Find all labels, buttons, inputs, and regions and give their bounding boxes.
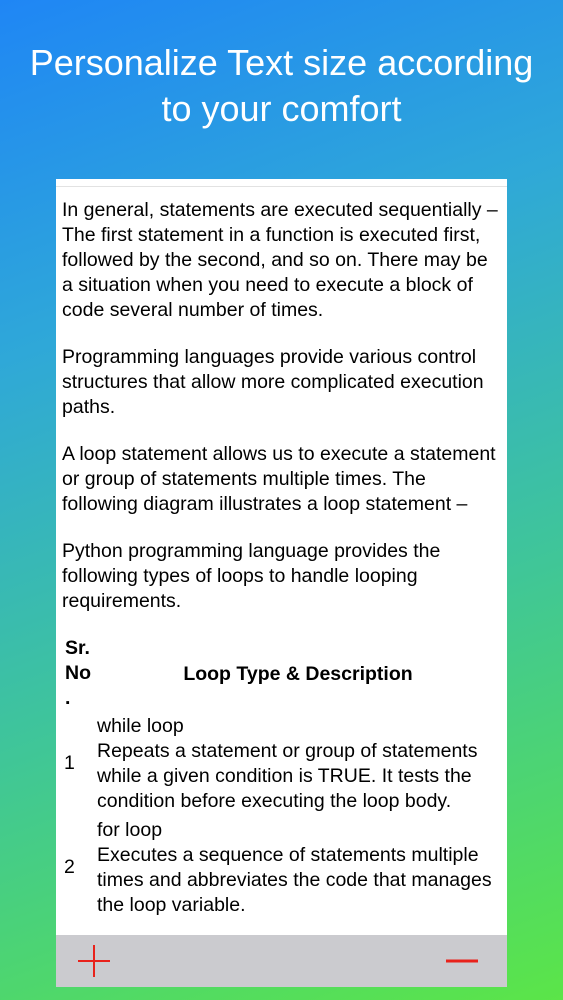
- headline-line-1: Personalize Text size according: [29, 42, 534, 83]
- paragraph: Programming languages provide various control structures that allow more complicated execution paths.: [62, 346, 484, 418]
- table-header-row: [62, 636, 502, 709]
- row-title: while loop: [97, 715, 184, 737]
- paragraph: In general, statements are executed sequentially – The first statement in a function is executed first, followed by the second, and so on. There may be a situation when you need to execute a block of code several number of times.: [62, 199, 498, 321]
- row-number: 1: [64, 752, 75, 774]
- row-text: Repeats a statement or group of statements while a given condition is TRUE. It tests the condition before executing the loop body.: [97, 740, 478, 812]
- row-text: Executes a sequence of statements multiple times and abbreviates the code that manages the loop variable.: [97, 844, 492, 916]
- card-divider: [56, 186, 507, 187]
- table-row: [62, 714, 502, 814]
- paragraph: Python programming language provides the following types of loops to handle looping requirements.: [62, 540, 441, 612]
- column-header-srno-line: .: [65, 687, 71, 709]
- plus-icon: [76, 943, 112, 979]
- column-header-srno: [65, 636, 99, 711]
- row-title: for loop: [97, 819, 163, 841]
- loop-types-table: [62, 636, 502, 918]
- minus-icon: [444, 943, 480, 979]
- reader-card: [56, 179, 507, 987]
- increase-text-size-button[interactable]: [76, 943, 112, 979]
- row-description: [97, 818, 502, 918]
- column-header-srno-line: No: [65, 662, 91, 684]
- paragraph: A loop statement allows us to execute a statement or group of statements multiple times. The following diagram illustrates a loop statement –: [62, 443, 496, 515]
- headline-line-2: to your comfort: [161, 88, 402, 129]
- column-header-description: Loop Type & Description: [183, 663, 413, 685]
- column-header-srno-line: Sr.: [65, 637, 90, 659]
- decrease-text-size-button[interactable]: [444, 943, 480, 979]
- text-size-toolbar: [56, 935, 507, 987]
- row-description: [97, 714, 502, 814]
- row-number: 2: [64, 856, 75, 878]
- article-content: [62, 198, 502, 918]
- table-row: [62, 818, 502, 918]
- headline: [0, 40, 563, 132]
